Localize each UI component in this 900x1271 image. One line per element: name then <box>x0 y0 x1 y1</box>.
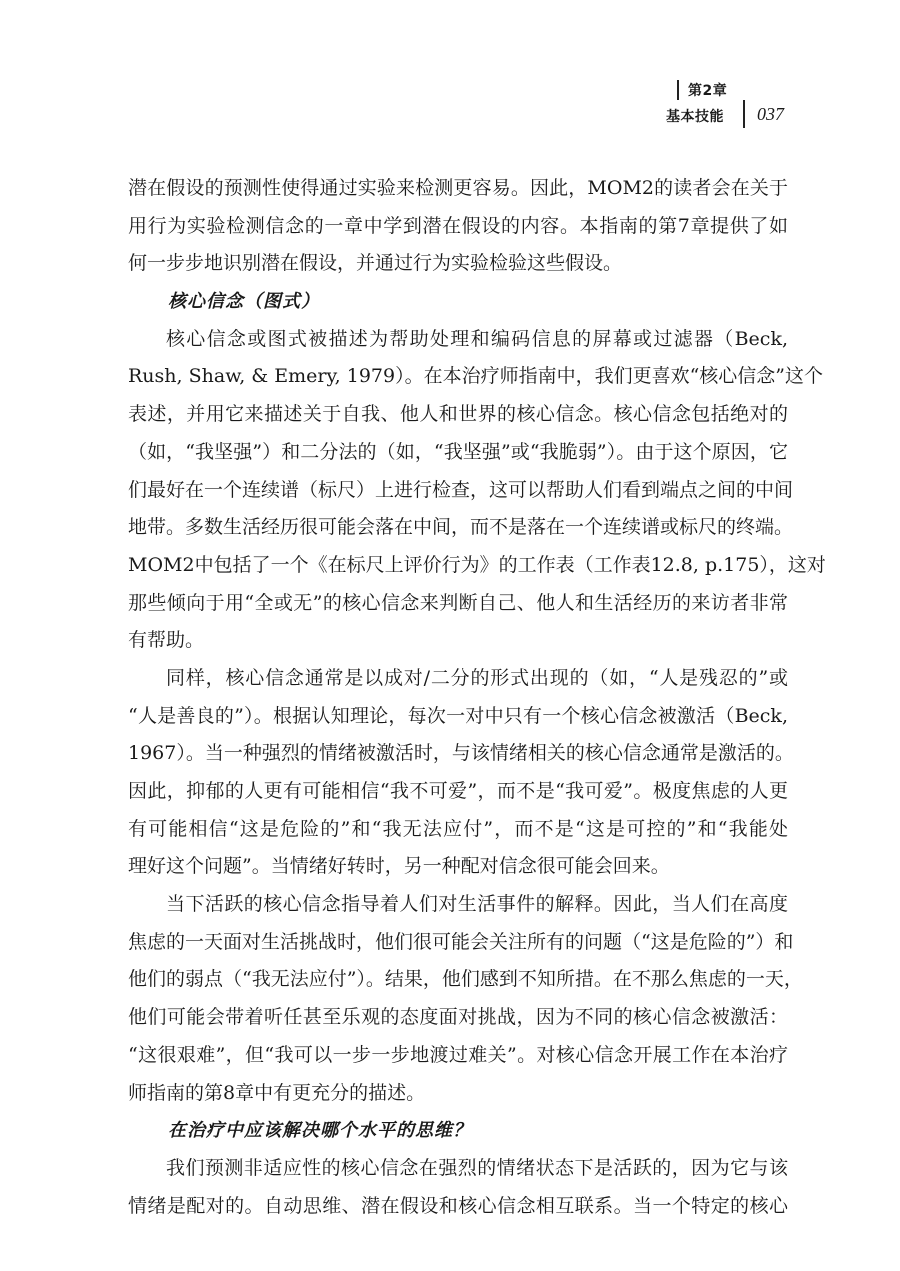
chapter-label: 第2章 <box>688 83 728 99</box>
section-heading: 核心信念（图式） <box>168 291 320 313</box>
text-line: 核心信念或图式被描述为帮助处理和编码信息的屏幕或过滤器（Beck, <box>166 327 788 350</box>
header-divider-right <box>743 100 745 128</box>
text-line: 有可能相信“这是危险的”和“我无法应付”，而不是“这是可控的”和“我能处 <box>128 817 788 840</box>
text-line: 同样，核心信念通常是以成对/二分的形式出现的（如，“人是残忍的”或 <box>166 666 788 689</box>
page-number: 037 <box>757 104 784 124</box>
text-line: 表述，并用它来描述关于自我、他人和世界的核心信念。核心信念包括绝对的 <box>128 403 788 426</box>
text-line: 当下活跃的核心信念指导着人们对生活事件的解释。因此，当人们在高度 <box>166 893 788 916</box>
section-label: 基本技能 <box>666 109 724 125</box>
text-line: 那些倾向于用“全或无”的核心信念来判断自己、他人和生活经历的来访者非常 <box>128 591 788 614</box>
text-line: 们最好在一个连续谱（标尺）上进行检查，这可以帮助人们看到端点之间的中间 <box>128 478 794 501</box>
text-line: 他们的弱点（“我无法应付”）。结果，他们感到不知所措。在不那么焦虑的一天， <box>128 968 803 991</box>
text-line: 地带。多数生活经历很可能会落在中间，而不是落在一个连续谱或标尺的终端。 <box>128 516 794 539</box>
text-line: 情绪是配对的。自动思维、潜在假设和核心信念相互联系。当一个特定的核心 <box>128 1194 788 1217</box>
text-line: 1967）。当一种强烈的情绪被激活时，与该情绪相关的核心信念通常是激活的。 <box>128 742 794 765</box>
header-divider-left <box>677 80 679 100</box>
text-line: 焦虑的一天面对生活挑战时，他们很可能会关注所有的问题（“这是危险的”）和 <box>128 930 794 953</box>
text-line: 我们预测非适应性的核心信念在强烈的情绪状态下是活跃的，因为它与该 <box>166 1156 788 1179</box>
text-line: 他们可能会带着听任甚至乐观的态度面对挑战，因为不同的核心信念被激活： <box>128 1006 788 1029</box>
text-line: Rush, Shaw, & Emery, 1979）。在本治疗师指南中，我们更喜欢“核心信念”这个 <box>128 365 824 388</box>
text-line: MOM2中包括了一个《在标尺上评价行为》的工作表（工作表12.8, p.175），这对 <box>128 553 826 576</box>
body-text <box>128 170 826 1225</box>
text-line: “人是善良的”）。根据认知理论，每次一对中只有一个核心信念被激活（Beck, <box>128 704 788 727</box>
section-heading: 在治疗中应该解决哪个水平的思维？ <box>168 1120 472 1142</box>
text-line: “这很艰难”，但“我可以一步一步地渡过难关”。对核心信念开展工作在本治疗 <box>128 1043 788 1066</box>
text-line: 潜在假设的预测性使得通过实验来检测更容易。因此，MOM2的读者会在关于 <box>128 177 788 199</box>
text-line: 理好这个问题”。当情绪好转时，另一种配对信念很可能会回来。 <box>128 855 670 878</box>
text-line: 用行为实验检测信念的一章中学到潜在假设的内容。本指南的第7章提供了如 <box>128 214 788 237</box>
text-line: 因此，抑郁的人更有可能相信“我不可爱”，而不是“我可爱”。极度焦虑的人更 <box>128 780 788 802</box>
text-line: 师指南的第8章中有更充分的描述。 <box>128 1081 426 1104</box>
running-header <box>0 78 900 138</box>
text-line: 有帮助。 <box>128 629 205 652</box>
text-line: （如，“我坚强”）和二分法的（如，“我坚强”或“我脆弱”）。由于这个原因，它 <box>128 440 788 463</box>
text-line: 何一步步地识别潜在假设，并通过行为实验检验这些假设。 <box>128 252 623 275</box>
